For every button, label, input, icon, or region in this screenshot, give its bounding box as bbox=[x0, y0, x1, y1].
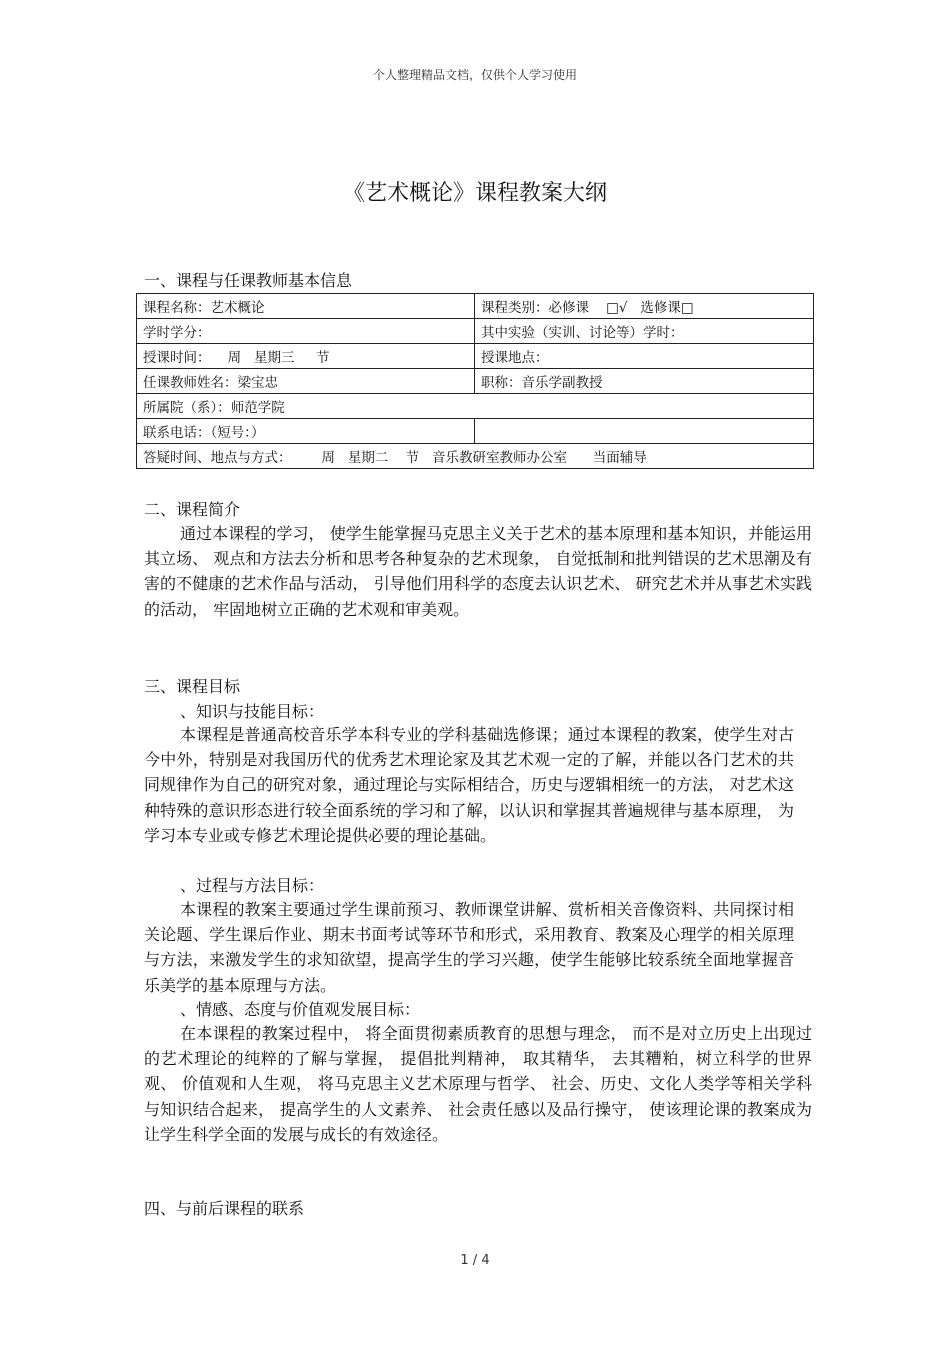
course-intro-text: 通过本课程的学习， 使学生能掌握马克思主义关于艺术的基本原理和基本知识，并能运用其立场、 观点和方法去分析和思考各种复杂的艺术现象， 自觉抵制和批判错误的艺术思潮及有害的不健康的艺术作品与活动， 引导他们用科学的态度去认识艺术、 研究艺术并从事艺术实践的活动， 牢固地树立正确的艺术观和审美观。 bbox=[144, 524, 812, 619]
lab-hours-cell: 其中实验（实训、讨论等）学时： bbox=[475, 319, 814, 344]
phone-cell: 联系电话：（短号：） bbox=[137, 419, 475, 444]
table-row bbox=[137, 369, 814, 394]
table-row bbox=[137, 294, 814, 319]
credit-hours-cell: 学时学分： bbox=[137, 319, 475, 344]
section1-heading: 一、课程与任课教师基本信息 bbox=[144, 271, 353, 290]
table-row bbox=[137, 419, 814, 444]
department-cell: 所属院（系）：师范学院 bbox=[137, 394, 814, 419]
course-info-table bbox=[136, 293, 814, 469]
section3-heading: 三、课程目标 bbox=[144, 677, 241, 696]
goal1-text: 本课程是普通高校音乐学本科专业的学科基础选修课；通过本课程的教案，使学生对古今中外，特别是对我国历代的优秀艺术理论家及其艺术观一定的了解，并能以各门艺术的共同规律作为自己的研究对象，通过理论与实际相结合，历史与逻辑相统一的方法， 对艺术这种特殊的意识形态进行较全面系统的学习和了解，以认识和掌握其普遍规律与基本原理， 为学习本专业或专修艺术理论提供必要的理论基础。 bbox=[144, 725, 794, 845]
table-row bbox=[137, 444, 814, 469]
class-location-cell: 授课地点： bbox=[475, 344, 814, 369]
goal3-title: 、情感、态度与价值观发展目标： bbox=[180, 1000, 421, 1019]
page-title: 《艺术概论》课程教案大纲 bbox=[342, 181, 607, 206]
course-type-cell: 课程类别：必修课 □√ 选修课□ bbox=[475, 294, 814, 319]
empty-cell bbox=[475, 419, 814, 444]
teacher-name-cell: 任课教师姓名：梁宝忠 bbox=[137, 369, 475, 394]
section2-heading: 二、课程简介 bbox=[144, 500, 241, 519]
section4-heading: 四、与前后课程的联系 bbox=[144, 1199, 305, 1218]
goal2-text: 本课程的教案主要通过学生课前预习、教师课堂讲解、赏析相关音像资料、共同探讨相关论题、学生课后作业、期末书面考试等环节和形式，采用教育、教案及心理学的相关原理与方法，来激发学生的求知欲望，提高学生的学习兴趣，使学生能够比较系统全面地掌握音乐美学的基本原理与方法。 bbox=[144, 900, 794, 995]
page-number: 1 / 4 bbox=[460, 1253, 490, 1268]
goal2-title: 、过程与方法目标： bbox=[180, 876, 325, 895]
table-row bbox=[137, 319, 814, 344]
teacher-title-cell: 职称：音乐学副教授 bbox=[475, 369, 814, 394]
table-row bbox=[137, 394, 814, 419]
office-hours-cell: 答疑时间、地点与方式： 周 星期二 节 音乐教研室教师办公室 当面辅导 bbox=[137, 444, 814, 469]
course-name-cell: 课程名称：艺术概论 bbox=[137, 294, 475, 319]
header-note: 个人整理精品文档，仅供个人学习使用 bbox=[372, 68, 577, 82]
goal3-text: 在本课程的教案过程中， 将全面贯彻素质教育的思想与理念， 而不是对立历史上出现过的艺术理论的纯粹的了解与掌握， 提倡批判精神， 取其精华， 去其糟粕，树立科学的世界观、 价值观和人生观， 将马克思主义艺术原理与哲学、 社会、历史、文化人类学等相关学科与知识结合起来， 提高学生的人文素养、 社会责任感以及品行操守， 使该理论课的教案成为让学生科学全面的发展与成长的有效途径。 bbox=[144, 1024, 812, 1144]
class-time-cell: 授课时间： 周 星期三 节 bbox=[137, 344, 475, 369]
goal1-title: 、知识与技能目标： bbox=[180, 702, 325, 721]
table-row bbox=[137, 344, 814, 369]
